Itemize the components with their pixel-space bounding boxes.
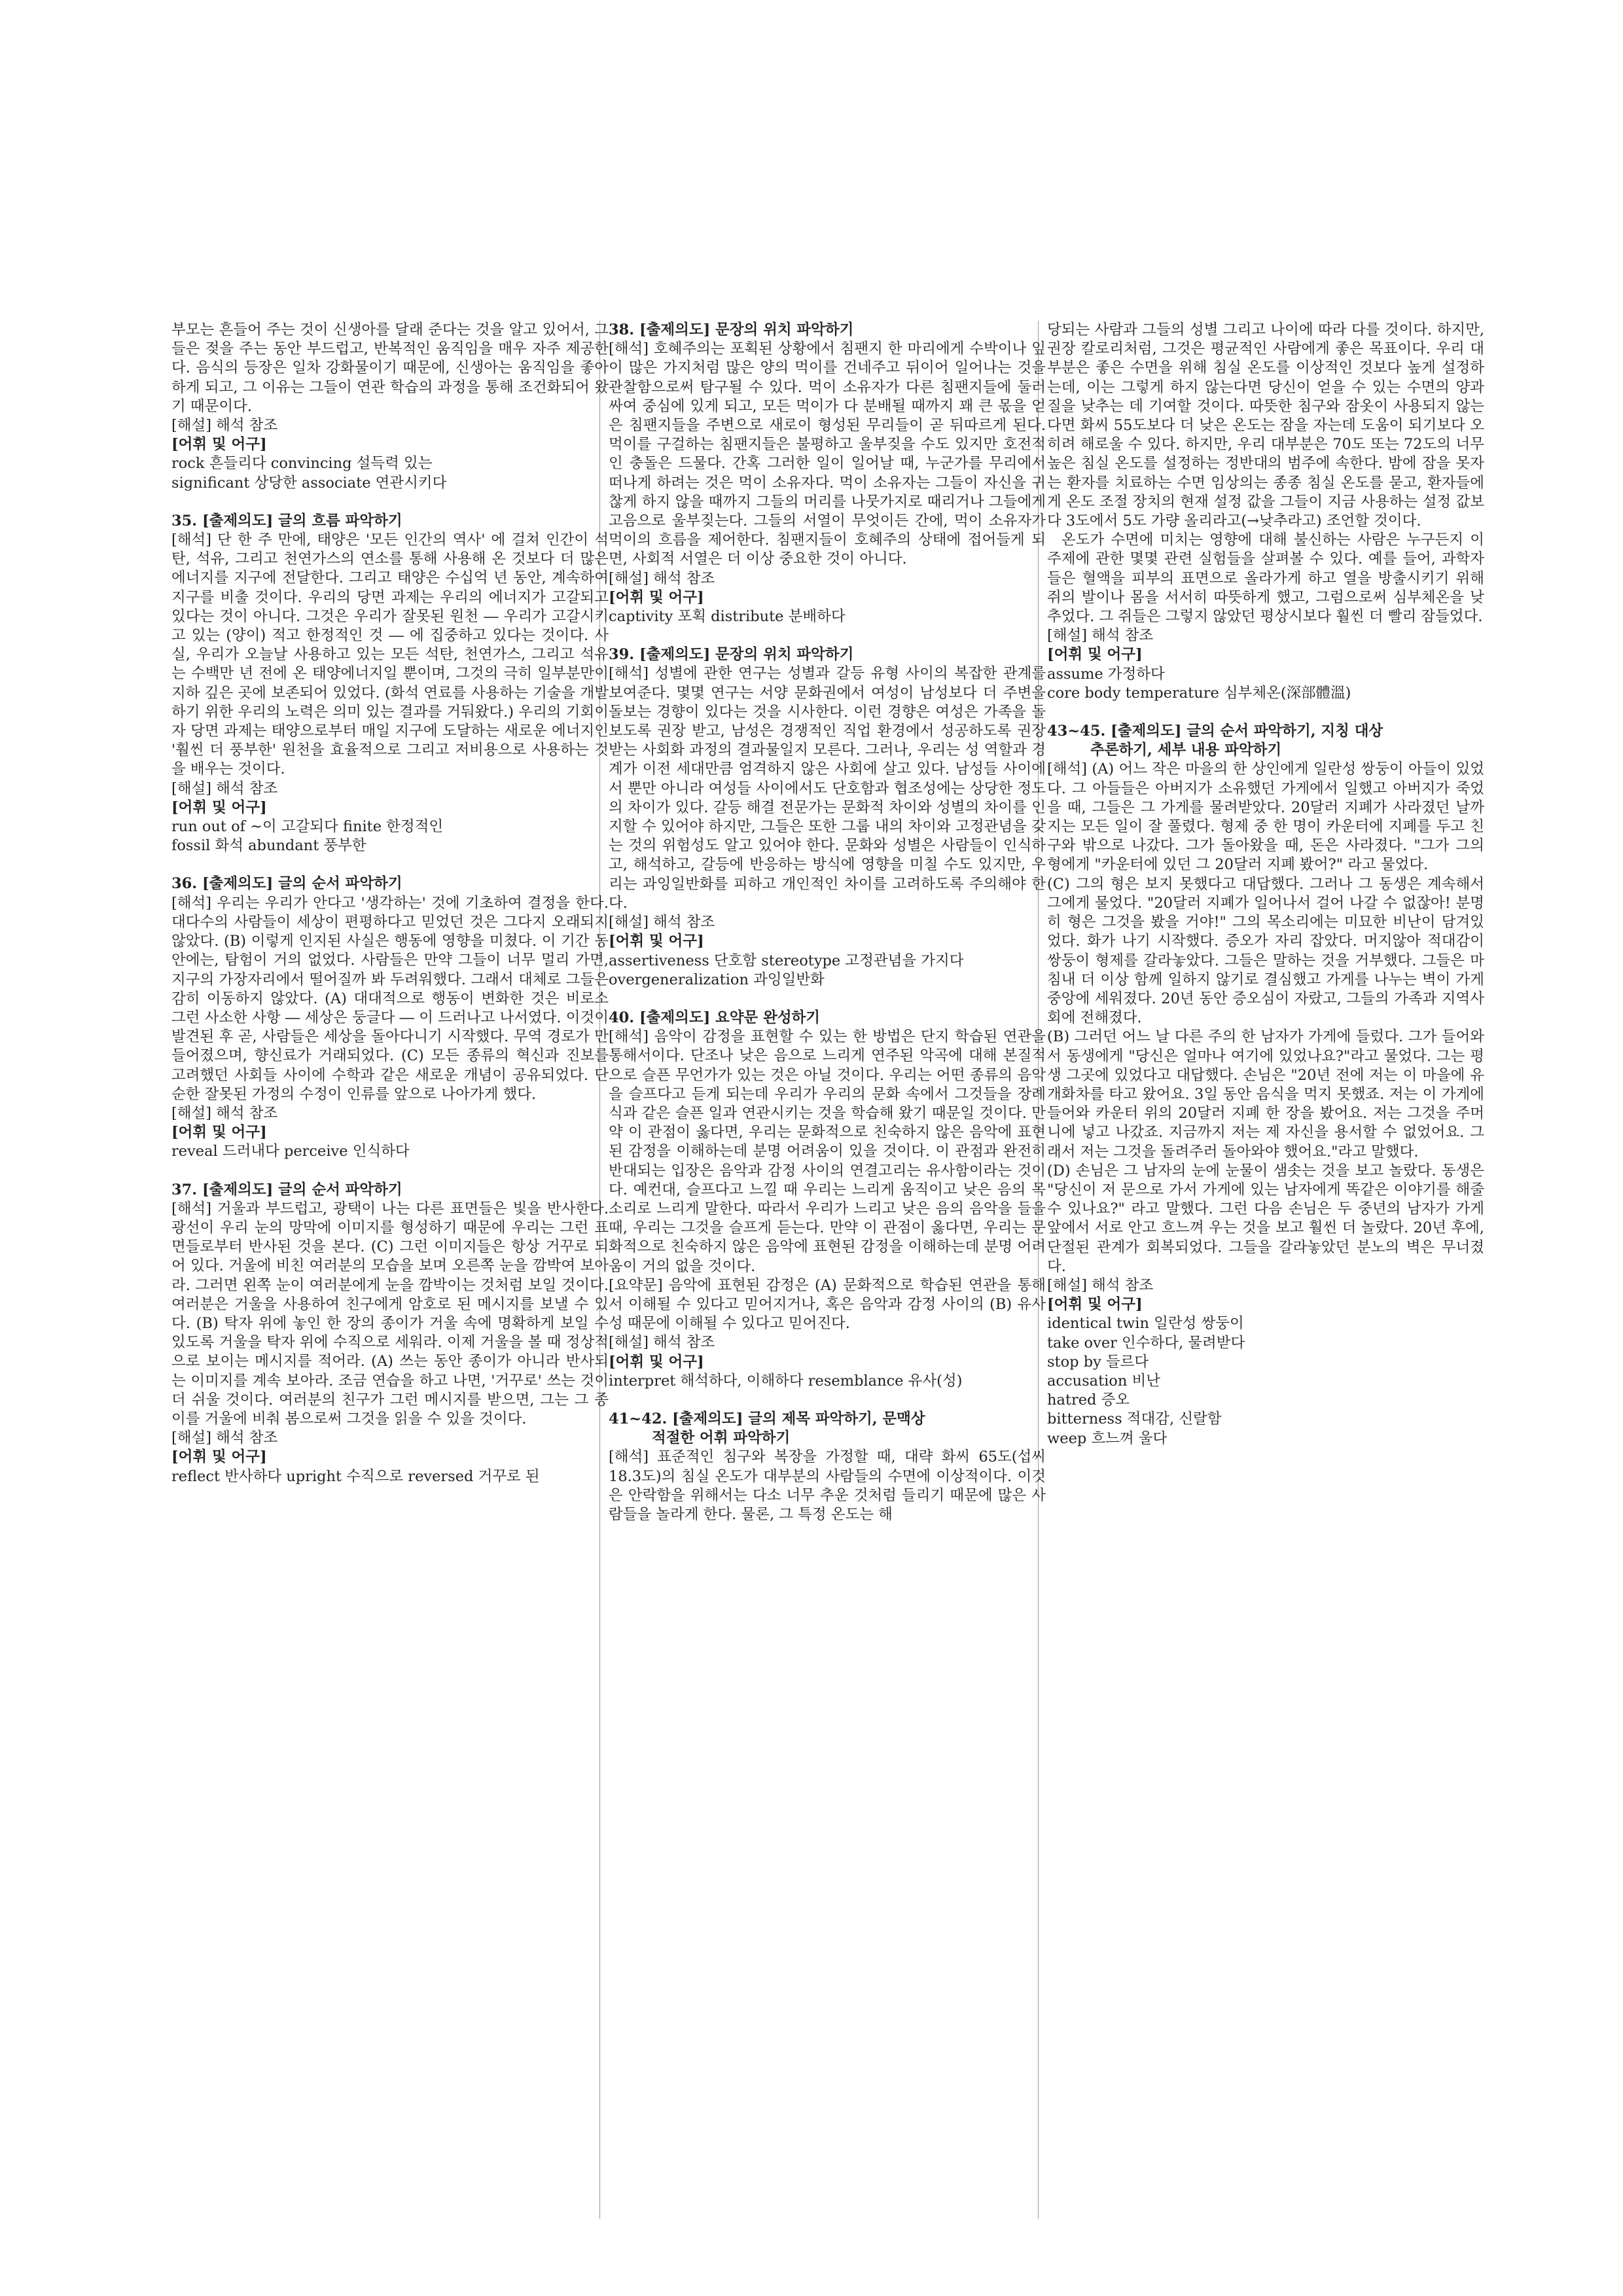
question-41-title-line1: 41~42. [출제의도] 글의 제목 파악하기, 문맥상 <box>609 1410 925 1427</box>
vocab-line: overgeneralization 과잉일반화 <box>609 971 825 988</box>
vocab-line: accusation 비난 <box>1047 1372 1160 1390</box>
question-41-body: [해석] 표준적인 침구와 복장을 가정할 때, 대략 화씨 65도(섭씨 18.3도)의 침실 온도가 대부분의 사람들의 수면에 이상적이다. 이것은 안락함을 위해서는 다소 너무 추운 것처럼 들리기 때문에 많은 사람들을 놀라게 한다. 물론, 그 특정 온도는 해 <box>609 1448 1046 1523</box>
vocab-line: take over 인수하다, 물려받다 <box>1047 1334 1245 1352</box>
haeseol-line: [해설] 해석 참조 <box>171 1429 278 1447</box>
question-41-body-continued: 당되는 사람과 그들의 성별 그리고 나이에 따라 다를 것이다. 하지만, 권장 칼로리처럼, 그것은 평균적인 사람에게 좋은 목표이다. 우리 대부분은 좋은 수면을 위해 침실 온도를 이상적인 것보다 높게 설정하는데, 이는 그렇게 하지 않는다면 당신이 얻을 수 있는 수면의 양과 질을 낮추는 데 기여할 것이다. 따뜻한 침구와 잠옷이 사용되지 않는다면 화씨 55도보다 더 낮은 온도는 잠을 자는데 도움이 되기보다 오히려 해로울 수 있다. 하지만, 우리 대부분은 70도 또는 72도의 너무 높은 침실 온도를 설정하는 정반대의 범주에 속한다. 밤에 잠을 못자는 환자를 치료하는 수면 임상의는 종종 침실 온도를 묻고, 환자들에게 온도 조절 장치의 현재 설정 값을 그들이 지금 사용하는 설정 값보다 3도에서 5도 가량 올리라고(→낮추라고) 조언할 것이다. <box>1047 321 1484 530</box>
column-left <box>171 321 609 2258</box>
question-43-body-a: [해석] (A) 어느 작은 마을의 한 상인에게 일란성 쌍둥이 아들이 있었다. 그 아들들은 아버지가 소유했던 가게에서 일했고 아버지가 죽었을 때, 그들은 그 가게를 물려받았다. 20달러 지폐가 사라졌던 날까지는 모든 일이 잘 풀렸다. 형제 중 한 명이 카운터에 지폐를 두고 친구와 밖으로 나갔다. 그가 돌아왔을 때, 돈은 사라졌다. "그가 그의 형에게 "카운터에 있던 그 20달러 지폐 봤어?" 라고 물었다. <box>1047 761 1484 874</box>
question-40-title: 40. [출제의도] 요약문 완성하기 <box>609 1009 821 1026</box>
haeseol-line: [해설] 해석 참조 <box>609 569 715 587</box>
vocab-line: stop by 들르다 <box>1047 1353 1149 1371</box>
vocab-heading: [어휘 및 어구] <box>171 1124 267 1141</box>
vocab-heading: [어휘 및 어구] <box>171 1448 267 1466</box>
question-35-title: 35. [출제의도] 글의 흐름 파악하기 <box>171 512 402 529</box>
vocab-line: fossil 화석 abundant 풍부한 <box>171 837 366 855</box>
vocab-heading: [어휘 및 어구] <box>609 933 704 950</box>
vocab-line: run out of ~이 고갈되다 finite 한정적인 <box>171 818 444 836</box>
vocab-line: interpret 해석하다, 이해하다 resemblance 유사(성) <box>609 1372 963 1390</box>
question-43-title <box>1047 722 1484 760</box>
question-41-title-line2: 적절한 어휘 파악하기 <box>652 1429 791 1447</box>
vocab-line: assume 가정하다 <box>1047 665 1165 683</box>
vocab-line: significant 상당한 associate 연관시키다 <box>171 474 447 492</box>
question-38-body: [해석] 호혜주의는 포획된 상황에서 침팬지 한 마리에게 수박이나 잎이 많은 가지처럼 많은 양의 먹이를 건네주고 뒤이어 일어나는 것을 관찰함으로써 탐구될 수 있다. 먹이 소유자가 다른 침팬지들에 둘러싸여 중심에 있게 되고, 모든 먹이가 다 분배될 때까지 꽤 큰 몫을 얻은 침팬지들을 주변으로 새로이 형성된 무리들이 곧 뒤따르게 된다. 먹이를 구걸하는 침팬지들은 불평하고 울부짖을 수도 있지만 호전적인 충돌은 드물다. 간혹 그러한 일이 일어날 때, 누군가를 무리에서 떠나게 하려는 것은 먹이 소유자다. 먹이 소유자는 그들이 자신을 귀찮게 하지 않을 때까지 그들의 머리를 나뭇가지로 때리거나 그들에게 고음으로 울부짖는다. 그들의 서열이 무엇이든 간에, 먹이 소유자가 먹이의 흐름을 제어한다. 침팬지들이 호혜주의 상태에 접어들게 되면, 사회적 서열은 더 이상 중요한 것이 아니다. <box>609 340 1046 568</box>
question-41-body-paragraph2: 온도가 수면에 미치는 영향에 대해 불신하는 사람은 누구든지 이 주제에 관한 몇몇 관련 실험들을 살펴볼 수 있다. 예를 들어, 과학자들은 혈액을 피부의 표면으로 올라가게 하고 열을 방출시키기 위해 쥐의 발이나 몸을 서서히 따뜻하게 했고, 그럼으로써 심부체온을 낮추었다. 그 쥐들은 그렇지 않았던 평상시보다 훨씬 더 빨리 잠들었다. <box>1047 531 1484 626</box>
question-43-body-c: (C) 그의 형은 보지 못했다고 대답했다. 그러나 그 동생은 계속해서 그에게 물었다. "20달러 지폐가 일어나서 걸어 나갈 수 없잖아! 분명히 형은 그것을 봤을 거야!" 그의 목소리에는 미묘한 비난이 담겨있었다. 화가 나기 시작했다. 증오가 자리 잡았다. 머지않아 적대감이 쌍둥이 형제를 갈라놓았다. 그들은 말하는 것을 거부했다. 그들은 마침내 더 이상 함께 일하지 않기로 결심했고 가게를 나누는 벽이 가게 중앙에 세워졌다. 20년 동안 증오심이 자랐고, 그들의 가족과 지역사회에 전해졌다. <box>1047 875 1484 1027</box>
question-41-title <box>609 1410 1046 1448</box>
haeseol-line: [해설] 해석 참조 <box>171 1104 278 1122</box>
question-39-body: [해석] 성별에 관한 연구는 성별과 갈등 유형 사이의 복잡한 관계를 보여준다. 몇몇 연구는 서양 문화권에서 여성이 남성보다 더 주변을 돌보는 경향이 있다는 것을 시사한다. 이런 경향은 여성은 가족을 돌보도록 권장 받고, 남성은 경쟁적인 직업 환경에서 성공하도록 권장 받는 사회화 과정의 결과물일지 모른다. 그러나, 우리는 성 역할과 경계가 이전 세대만큼 엄격하지 않은 사회에 살고 있다. 남성들 사이에서 뿐만 아니라 여성들 사이에서도 단호함과 협조성에는 상당한 정도의 차이가 있다. 갈등 해결 전문가는 문화적 차이와 성별의 차이를 인지할 수 있어야 하지만, 그들은 또한 그룹 내의 차이와 고정관념을 갖는 것의 위험성도 알고 있어야 한다. 문화와 성별은 사람들이 인식하고, 해석하고, 갈등에 반응하는 방식에 영향을 미칠 수도 있지만, 우리는 과잉일반화를 피하고 개인적인 차이를 고려하도록 주의해야 한다. <box>609 665 1046 912</box>
question-37-title: 37. [출제의도] 글의 순서 파악하기 <box>171 1181 402 1198</box>
haeseol-line: [해설] 해석 참조 <box>171 417 278 435</box>
question-40-body: [해석] 음악이 감정을 표현할 수 있는 한 방법은 단지 학습된 연관을 통해서이다. 단조나 낮은 음으로 느리게 연주된 악곡에 대해 본질적으로 슬픈 무언가가 있는 것은 아닐 것이다. 우리는 어떤 종류의 음악을 슬프다고 듣게 되는데 우리가 우리의 문화 속에서 그것들을 장례식과 같은 슬픈 일과 연관시키는 것을 학습해 왔기 때문일 것이다. 만약 이 관점이 옳다면, 우리는 문화적으로 친숙하지 않은 음악에 표현된 감정을 이해하는데 분명 어려움이 있을 것이다. 이 관점과 완전히 반대되는 입장은 음악과 감정 사이의 연결고리는 유사함이라는 것이다. 예컨대, 슬프다고 느낄 때 우리는 느리게 움직이고 낮은 음의 목소리로 느리게 말한다. 따라서 우리가 느리고 낮은 음의 음악을 들을 때, 우리는 그것을 슬프게 듣는다. 만약 이 관점이 옳다면, 우리는 문화적으로 친숙하지 않은 음악에 표현된 감정을 이해하는데 분명 어려움이 거의 없을 것이다. <box>609 1028 1046 1275</box>
vocab-heading: [어휘 및 어구] <box>171 436 267 454</box>
haeseol-line: [해설] 해석 참조 <box>1047 1276 1154 1294</box>
question-36-title: 36. [출제의도] 글의 순서 파악하기 <box>171 875 402 893</box>
question-38-title: 38. [출제의도] 문장의 위치 파악하기 <box>609 321 854 338</box>
vocab-line: core body temperature 심부체온(深部體溫) <box>1047 684 1351 702</box>
vocab-heading: [어휘 및 어구] <box>609 1353 704 1371</box>
vocab-heading: [어휘 및 어구] <box>1047 646 1143 664</box>
vocab-heading: [어휘 및 어구] <box>609 588 704 606</box>
vocab-line: hatred 증오 <box>1047 1391 1130 1409</box>
vocab-line: assertiveness 단호함 stereotype 고정관념을 가지다 <box>609 952 964 969</box>
vocab-line: captivity 포획 distribute 분배하다 <box>609 608 846 626</box>
haeseol-line: [해설] 해석 참조 <box>1047 627 1154 645</box>
question-39-title: 39. [출제의도] 문장의 위치 파악하기 <box>609 646 854 664</box>
vocab-heading: [어휘 및 어구] <box>1047 1296 1143 1314</box>
question-43-title-line1: 43~45. [출제의도] 글의 순서 파악하기, 지칭 대상 <box>1047 723 1383 740</box>
question-43-body-b: (B) 그러던 어느 날 다른 주의 한 남자가 가게에 들렀다. 그가 들어와서 동생에게 "당신은 얼마나 여기에 있었나요?"라고 물었다. 그는 평생 그곳에 있었다고 대답했다. 손님은 "20년 전에 저는 이 마을에 유개화차를 타고 왔어요. 3일 동안 음식을 먹지 못했죠. 저는 이 가게에 들어와 카운터 위의 20달러 지폐 한 장을 봤어요. 저는 그것을 주머니에 넣고 나갔죠. 지금까지 저는 제 자신을 용서할 수 없었어요. 그래서 저는 그것을 돌려주러 돌아와야 했어요."라고 말했다. <box>1047 1028 1484 1160</box>
question-36-body: [해석] 우리는 우리가 안다고 '생각하는' 것에 기초하여 결정을 한다. 대다수의 사람들이 세상이 편평하다고 믿었던 것은 그다지 오래되지 않았다. (B) 이렇게 인지된 사실은 행동에 영향을 미쳤다. 이 기간 동안에는, 탐험이 거의 없었다. 사람들은 만약 그들이 너무 멀리 가면, 지구의 가장자리에서 떨어질까 봐 두려워했다. 그래서 대체로 그들은 감히 이동하지 않았다. (A) 대대적으로 행동이 변화한 것은 비로소 그런 사소한 사항 ― 세상은 둥글다 ― 이 드러나고 나서였다. 이것이 발견된 후 곧, 사람들은 세상을 돌아다니기 시작했다. 무역 경로가 만들어졌으며, 향신료가 거래되었다. (C) 모든 종류의 혁신과 진보를 고려했던 사회들 사이에 수학과 같은 새로운 개념이 공유되었다. 단순한 잘못된 가정의 수정이 인류를 앞으로 나아가게 했다. <box>171 894 609 1103</box>
question-43-title-line2: 추론하기, 세부 내용 파악하기 <box>1090 742 1282 759</box>
question-35-body: [해석] 단 한 주 만에, 태양은 '모든 인간의 역사' 에 걸쳐 인간이 석탄, 석유, 그리고 천연가스의 연소를 통해 사용해 온 것보다 더 많은 에너지를 지구에 전달한다. 그리고 태양은 수십억 년 동안, 계속하여 지구를 비출 것이다. 우리의 당면 과제는 우리의 에너지가 고갈되고 있다는 것이 아니다. 그것은 우리가 잘못된 원천 ― 우리가 고갈시키고 있는 (양이) 적고 한정적인 것 ― 에 집중하고 있다는 것이다. 사실, 우리가 오늘날 사용하고 있는 모든 석탄, 천연가스, 그리고 석유는 수백만 년 전에 온 태양에너지일 뿐이며, 그것의 극히 일부분만이 지하 깊은 곳에 보존되어 있었다. (화석 연료를 사용하는 기술을 개발하기 위한 우리의 노력은 의미 있는 결과를 거둬왔다.) 우리의 기회이자 당면 과제는 태양으로부터 매일 지구에 도달하는 새로운 에너지인 '훨씬 더 풍부한' 원천을 효율적으로 그리고 저비용으로 사용하는 것을 배우는 것이다. <box>171 531 609 778</box>
vocab-line: weep 흐느껴 울다 <box>1047 1429 1168 1447</box>
question-40-summary: [요약문] 음악에 표현된 감정은 (A) 문화적으로 학습된 연관을 통해서 이해될 수 있다고 믿어지거나, 혹은 음악과 감정 사이의 (B) 유사성 때문에 이해될 수 있다고 믿어진다. <box>609 1276 1046 1333</box>
vocab-line: rock 흔들리다 convincing 설득력 있는 <box>171 455 433 473</box>
column-middle <box>609 321 1046 2258</box>
vocab-line: bitterness 적대감, 신랄함 <box>1047 1410 1222 1428</box>
column-right <box>1047 321 1484 2258</box>
haeseol-line: [해설] 해석 참조 <box>609 1334 715 1352</box>
vocab-heading: [어휘 및 어구] <box>171 798 267 816</box>
vocab-line: reflect 반사하다 upright 수직으로 reversed 거꾸로 된 <box>171 1467 540 1485</box>
haeseol-line: [해설] 해석 참조 <box>171 780 278 797</box>
vocab-line: reveal 드러내다 perceive 인식하다 <box>171 1143 410 1160</box>
continued-passage: 부모는 흔들어 주는 것이 신생아를 달래 준다는 것을 알고 있어서, 그들은 젖을 주는 동안 부드럽고, 반복적인 움직임을 매우 자주 제공한다. 음식의 등장은 일차 강화물이기 때문에, 신생아는 움직임을 좋아하게 되고, 그 이유는 그들이 연관 학습의 과정을 통해 조건화되어 왔기 때문이다. <box>171 321 609 415</box>
haeseol-line: [해설] 해석 참조 <box>609 914 715 931</box>
vocab-line: identical twin 일란성 쌍둥이 <box>1047 1315 1244 1333</box>
question-37-body: [해석] 거울과 부드럽고, 광택이 나는 다른 표면들은 빛을 반사한다. 광선이 우리 눈의 망막에 이미지를 형성하기 때문에 우리는 그런 표면들로부터 반사된 것을 본다. (C) 그런 이미지들은 항상 거꾸로 되어 있다. 거울에 비친 여러분의 모습을 보며 오른쪽 눈을 깜박여 보아라. 그러면 왼쪽 눈이 여러분에게 눈을 깜박이는 것처럼 보일 것이다. 여러분은 거울을 사용하여 친구에게 암호로 된 메시지를 보낼 수 있다. (B) 탁자 위에 놓인 한 장의 종이가 거울 속에 명확하게 보일 수 있도록 거울을 탁자 위에 수직으로 세워라. 이제 거울을 볼 때 정상적으로 보이는 메시지를 적어라. (A) 쓰는 동안 종이가 아니라 반사되는 이미지를 계속 보아라. 조금 연습을 하고 나면, '거꾸로' 쓰는 것이 더 쉬울 것이다. 여러분의 친구가 그런 메시지를 받으면, 그는 그 종이를 거울에 비춰 봄으로써 그것을 읽을 수 있을 것이다. <box>171 1200 609 1427</box>
question-43-body-d: (D) 손님은 그 남자의 눈에 눈물이 샘솟는 것을 보고 놀랐다. 동생은 "당신이 저 문으로 가서 가게에 있는 남자에게 똑같은 이야기를 해줄 수 있나요?" 라고 말했다. 그런 다음 손님은 두 중년의 남자가 가게 앞에서 서로 안고 흐느껴 우는 것을 보고 훨씬 더 놀랐다. 20년 후에, 단절된 관계가 회복되었다. 그들을 갈라놓았던 분노의 벽은 무너졌다. <box>1047 1162 1484 1275</box>
